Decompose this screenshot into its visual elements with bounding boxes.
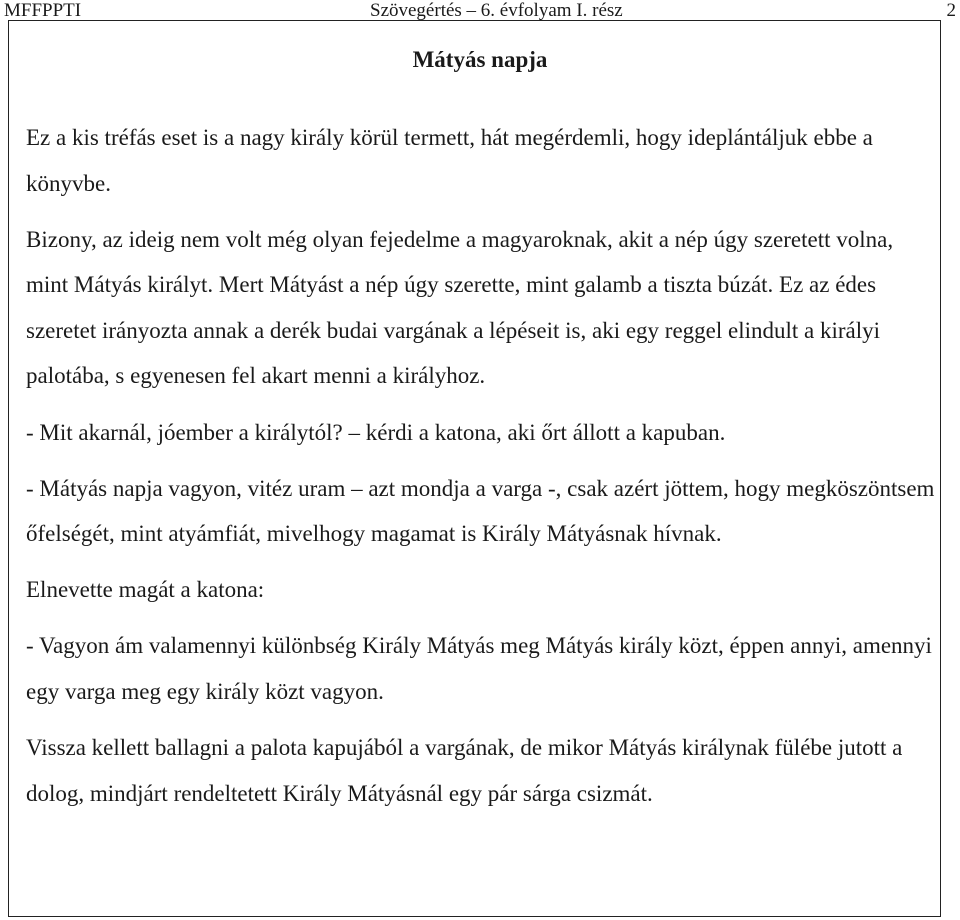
paragraph-6: - Vagyon ám valamennyi különbség Király Mátyás meg Mátyás király közt, éppen annyi, amennyi egy varga meg egy király közt vagyon. xyxy=(26,633,932,705)
paragraph-4: - Mátyás napja vagyon, vitéz uram – azt mondja a varga -, csak azért jöttem, hogy megköszöntsem őfelségét, mint atyámfiát, mivelhogy magamat is Király Mátyásnak hívnak. xyxy=(26,475,935,547)
header-left-text: MFFPPTI xyxy=(4,0,82,21)
paragraph-1: Ez a kis tréfás eset is a nagy király körül termett, hát megérdemli, hogy ideplántáljuk ebbe a könyvbe. xyxy=(26,125,873,196)
story-title: Mátyás napja xyxy=(412,47,548,72)
story-body xyxy=(26,115,935,827)
paragraph-2: Bizony, az ideig nem volt még olyan fejedelme a magyaroknak, akit a nép úgy szeretett volna, mint Mátyás királyt. Mert Mátyást a nép úgy szerette, mint galamb a tiszta búzát. Ez az édes szeretet irányozta annak a derék budai vargának a lépéseit is, aki egy reggel elindult a királyi palotába, s egyenesen fel akart menni a királyhoz. xyxy=(26,226,894,389)
page-number: 2 xyxy=(946,0,956,21)
paragraph-3: - Mit akarnál, jóember a királytól? – kérdi a katona, aki őrt állott a kapuban. xyxy=(26,419,726,445)
paragraph-7: Vissza kellett ballagni a palota kapujából a vargának, de mikor Mátyás királynak fülébe jutott a dolog, mindjárt rendeltetett Király Mátyásnál egy pár sárga csizmát. xyxy=(26,735,903,806)
page-header xyxy=(0,0,960,22)
header-center-text: Szövegértés – 6. évfolyam I. rész xyxy=(370,0,623,21)
paragraph-5: Elnevette magát a katona: xyxy=(26,577,265,603)
